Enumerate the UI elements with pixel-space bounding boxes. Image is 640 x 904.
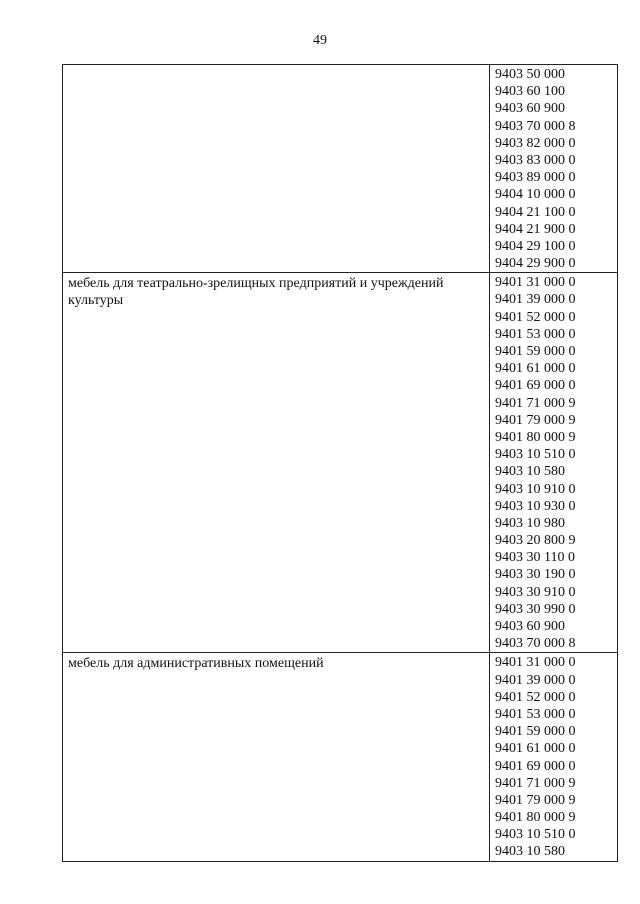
tariff-code: 9401 52 000 0	[495, 689, 576, 705]
tariff-code: 9401 52 000 0	[495, 309, 576, 325]
product-description-cell	[63, 65, 490, 273]
product-description: мебель для административных помещений	[68, 656, 324, 672]
tariff-code: 9403 50 000	[495, 67, 565, 82]
tariff-code: 9401 69 000 0	[495, 758, 576, 774]
tariff-code: 9401 61 000 0	[495, 361, 576, 377]
tariff-code: 9404 21 900 0	[495, 221, 576, 237]
page-number: 49	[313, 33, 327, 48]
tariff-code: 9401 79 000 9	[495, 792, 576, 808]
table-row	[63, 273, 618, 653]
tariff-code: 9403 10 510 0	[495, 827, 576, 843]
table-row	[63, 653, 618, 861]
tariff-code: 9401 71 000 9	[495, 395, 576, 411]
tariff-code: 9403 10 580	[495, 464, 565, 480]
tariff-code: 9403 10 930 0	[495, 498, 576, 514]
tariff-code: 9401 61 000 0	[495, 741, 576, 757]
tariff-code: 9403 30 910 0	[495, 584, 576, 600]
product-description-cell	[63, 653, 490, 861]
table-body	[63, 65, 618, 862]
tariff-code: 9401 71 000 9	[495, 775, 576, 791]
tariff-code: 9403 60 900	[495, 101, 565, 117]
tariff-code: 9401 80 000 9	[495, 810, 576, 826]
tariff-code: 9401 39 000 0	[495, 672, 576, 688]
product-description: мебель для театрально-зрелищных предприятий и учреждений культуры	[68, 276, 444, 309]
tariff-code: 9403 60 900	[495, 619, 565, 634]
tariff-code: 9401 31 000 0	[495, 655, 576, 671]
tariff-code: 9403 82 000 0	[495, 135, 576, 151]
tariff-code: 9403 30 110 0	[495, 550, 575, 566]
tariff-code: 9403 89 000 0	[495, 170, 576, 186]
tariff-code: 9403 10 580	[495, 844, 565, 860]
tariff-code: 9404 21 100 0	[495, 204, 576, 220]
tariff-code: 9403 30 990 0	[495, 601, 576, 617]
product-description-cell	[63, 273, 490, 653]
tariff-code: 9403 60 100	[495, 84, 565, 100]
tariff-code: 9403 10 980	[495, 515, 565, 531]
tariff-code: 9403 70 000 8	[495, 118, 576, 134]
tariff-code: 9401 53 000 0	[495, 706, 576, 722]
tariff-codes-cell	[490, 653, 618, 861]
tariff-code: 9404 29 100 0	[495, 238, 576, 254]
tariff-code: 9404 10 000 0	[495, 187, 576, 203]
tariff-code: 9401 31 000 0	[495, 275, 576, 291]
tariff-code: 9401 59 000 0	[495, 344, 576, 359]
classification-table	[62, 64, 618, 862]
tariff-code: 9401 69 000 0	[495, 378, 576, 394]
tariff-code: 9401 80 000 9	[495, 429, 576, 445]
tariff-codes-cell	[490, 65, 618, 273]
tariff-code: 9401 79 000 9	[495, 412, 576, 428]
tariff-code: 9401 39 000 0	[495, 292, 576, 308]
table-row	[63, 65, 618, 273]
tariff-code: 9403 70 000 8	[495, 636, 576, 652]
tariff-code: 9401 59 000 0	[495, 724, 576, 740]
tariff-code: 9403 30 190 0	[495, 567, 576, 583]
tariff-code: 9404 29 900 0	[495, 256, 576, 272]
tariff-code: 9403 10 510 0	[495, 447, 576, 463]
tariff-code: 9403 83 000 0	[495, 152, 576, 168]
tariff-code: 9403 10 910 0	[495, 481, 576, 497]
tariff-code: 9401 53 000 0	[495, 326, 576, 342]
tariff-codes-cell	[490, 273, 618, 653]
tariff-code: 9403 20 800 9	[495, 533, 576, 549]
